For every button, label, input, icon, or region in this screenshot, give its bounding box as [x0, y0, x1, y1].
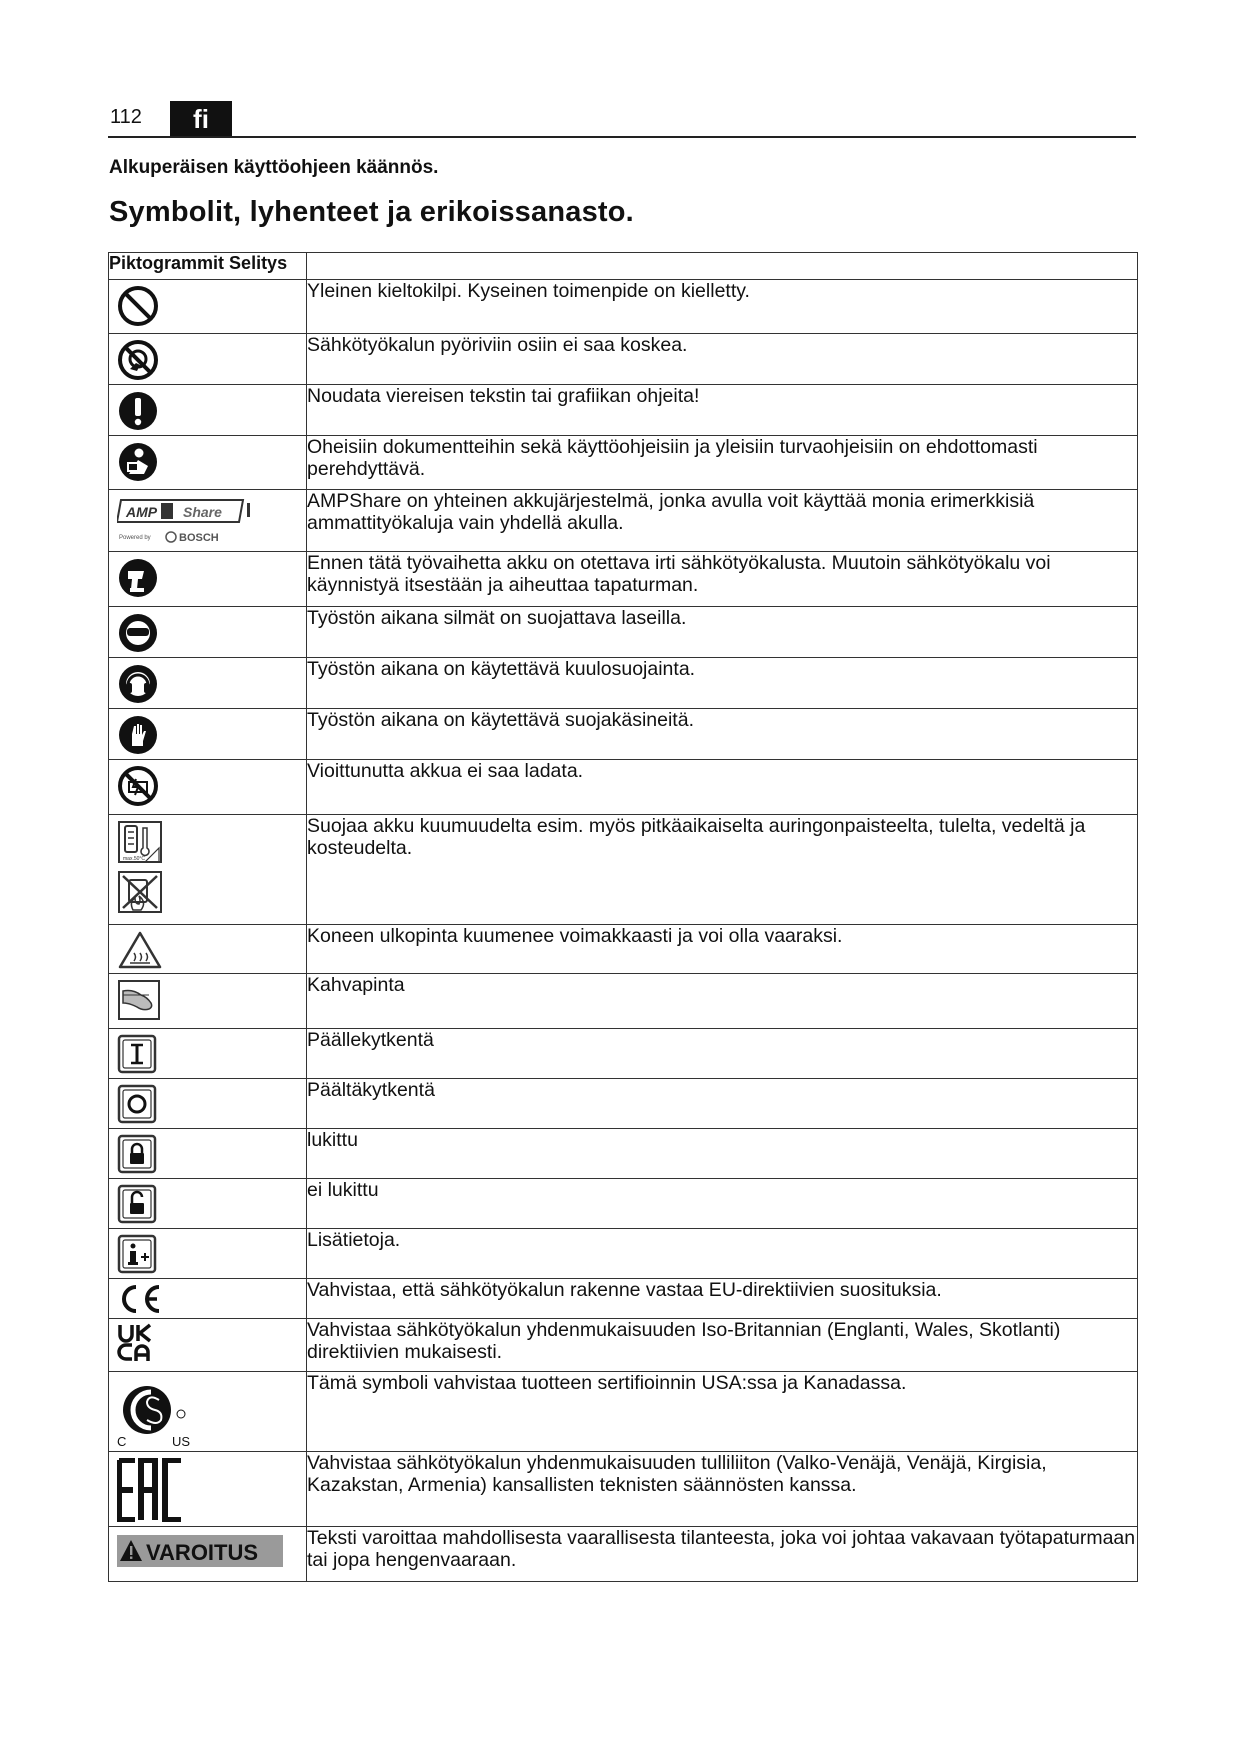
table-row — [109, 1319, 1138, 1372]
ampshare-amp-text: AMP — [126, 504, 158, 520]
table-row — [109, 607, 1138, 658]
row-text: ei lukittu — [307, 1179, 1138, 1229]
grip-surface-icon — [117, 979, 161, 1021]
read-manual-icon — [117, 441, 159, 483]
locked-icon — [117, 1134, 157, 1174]
language-badge: fi — [170, 101, 232, 137]
table-row — [109, 490, 1138, 552]
row-text: Työstön aikana on käytettävä suojakäsineitä. — [307, 709, 1138, 760]
battery-no-water-fire-icon — [117, 870, 163, 914]
table-row — [109, 815, 1138, 925]
row-text: Päältäkytkentä — [307, 1079, 1138, 1129]
unlocked-icon — [117, 1184, 157, 1224]
table-row — [109, 552, 1138, 607]
table-row — [109, 1029, 1138, 1079]
ear-protection-icon — [117, 663, 159, 705]
warning-word-text: VAROITUS — [146, 1540, 259, 1565]
document-subtitle: Alkuperäisen käyttöohjeen käännös. — [109, 157, 439, 178]
table-row — [109, 334, 1138, 385]
row-text: Noudata viereisen tekstin tai grafiikan ohjeita! — [307, 385, 1138, 436]
row-text: Vahvistaa, että sähkötyökalun rakenne vastaa EU-direktiivien suosituksia. — [307, 1279, 1138, 1319]
table-row — [109, 1279, 1138, 1319]
table-header-empty — [307, 253, 1138, 280]
battery-temperature-icon — [117, 820, 163, 864]
row-text: Suojaa akku kuumuudelta esim. myös pitkäaikaiselta auringonpaisteelta, tulelta, vedeltä ja kosteudelta. — [307, 815, 1138, 925]
table-row — [109, 385, 1138, 436]
gloves-icon — [117, 714, 159, 756]
row-text: Päällekytkentä — [307, 1029, 1138, 1079]
warning-label-icon — [117, 1535, 283, 1567]
hot-surface-icon — [117, 930, 163, 970]
table-row — [109, 974, 1138, 1029]
ce-mark-icon — [117, 1283, 163, 1315]
row-text: lukittu — [307, 1129, 1138, 1179]
row-text: Työstön aikana silmät on suojattava laseilla. — [307, 607, 1138, 658]
eac-mark-icon — [117, 1458, 187, 1522]
battery-max-temp-text: max.50°C — [123, 856, 146, 862]
table-row — [109, 658, 1138, 709]
no-charge-damaged-battery-icon — [117, 765, 159, 807]
switch-off-icon — [117, 1084, 157, 1124]
column-header-pictogram: Piktogrammit — [109, 253, 225, 273]
table-row — [109, 280, 1138, 334]
remove-battery-icon — [117, 557, 159, 599]
row-text: AMPShare on yhteinen akkujärjestelmä, jonka avulla voit käyttää monia erimerkkisiä ammattityökaluja vain yhdellä akulla. — [307, 490, 1138, 552]
row-text: Vahvistaa sähkötyökalun yhdenmukaisuuden Iso-Britannian (Englanti, Wales, Skotlanti) direktiivien mukaisesti. — [307, 1319, 1138, 1372]
eye-protection-icon — [117, 612, 159, 654]
table-row — [109, 925, 1138, 974]
row-text: Oheisiin dokumentteihin sekä käyttöohjeisiin ja yleisiin turvaohjeisiin on ehdottomasti perehdyttävä. — [307, 436, 1138, 490]
table-row — [109, 760, 1138, 815]
ampshare-share-text: Share — [183, 504, 222, 520]
table-header-cell — [109, 253, 307, 280]
ampshare-logo — [117, 497, 257, 545]
row-text: Koneen ulkopinta kuumenee voimakkaasti ja voi olla vaaraksi. — [307, 925, 1138, 974]
ukca-mark-icon — [117, 1323, 153, 1363]
table-row — [109, 1079, 1138, 1129]
table-row — [109, 709, 1138, 760]
row-text: Vioittunutta akkua ei saa ladata. — [307, 760, 1138, 815]
table-row — [109, 1129, 1138, 1179]
attention-icon — [117, 390, 159, 432]
row-text: Lisätietoja. — [307, 1229, 1138, 1279]
section-title: Symbolit, lyhenteet ja erikoissanasto. — [109, 196, 634, 228]
table-row — [109, 436, 1138, 490]
table-row — [109, 1527, 1138, 1582]
ampshare-powered-text: Powered by — [119, 535, 151, 541]
info-icon — [117, 1234, 157, 1274]
row-text: Sähkötyökalun pyöriviin osiin ei saa koskea. — [307, 334, 1138, 385]
row-text: Teksti varoittaa mahdollisesta vaarallisesta tilanteesta, joka voi johtaa vakavaan työtapaturmaan tai jopa hengenvaaraan. — [307, 1527, 1138, 1582]
switch-on-icon — [117, 1034, 157, 1074]
symbols-table — [108, 252, 1138, 1582]
no-touch-rotating-parts-icon — [117, 339, 159, 381]
table-row — [109, 1372, 1138, 1452]
row-text: Vahvistaa sähkötyökalun yhdenmukaisuuden tulliliiton (Valko-Venäjä, Venäjä, Kirgisia, Kazakstan, Armenia) kansallisten teknisten säännösten kanssa. — [307, 1452, 1138, 1527]
prohibition-icon — [117, 285, 159, 327]
row-text: Tämä symboli vahvistaa tuotteen sertifioinnin USA:ssa ja Kanadassa. — [307, 1372, 1138, 1452]
header-rule — [108, 136, 1136, 138]
csa-mark-icon — [117, 1382, 207, 1448]
table-row — [109, 1179, 1138, 1229]
csa-c-text: C — [117, 1434, 127, 1448]
page-number: 112 — [110, 106, 142, 128]
row-text: Työstön aikana on käytettävä kuulosuojainta. — [307, 658, 1138, 709]
table-row — [109, 1229, 1138, 1279]
csa-us-text: US — [172, 1434, 191, 1448]
table-row — [109, 1452, 1138, 1527]
ampshare-bosch-text: BOSCH — [179, 532, 219, 544]
row-text: Kahvapinta — [307, 974, 1138, 1029]
table-header-row — [109, 253, 1138, 280]
row-text: Ennen tätä työvaihetta akku on otettava irti sähkötyökalusta. Muutoin sähkötyökalu voi käynnistyä itsestään ja aiheuttaa tapaturman. — [307, 552, 1138, 607]
row-text: Yleinen kieltokilpi. Kyseinen toimenpide on kielletty. — [307, 280, 1138, 334]
column-header-explanation: Selitys — [229, 253, 288, 273]
